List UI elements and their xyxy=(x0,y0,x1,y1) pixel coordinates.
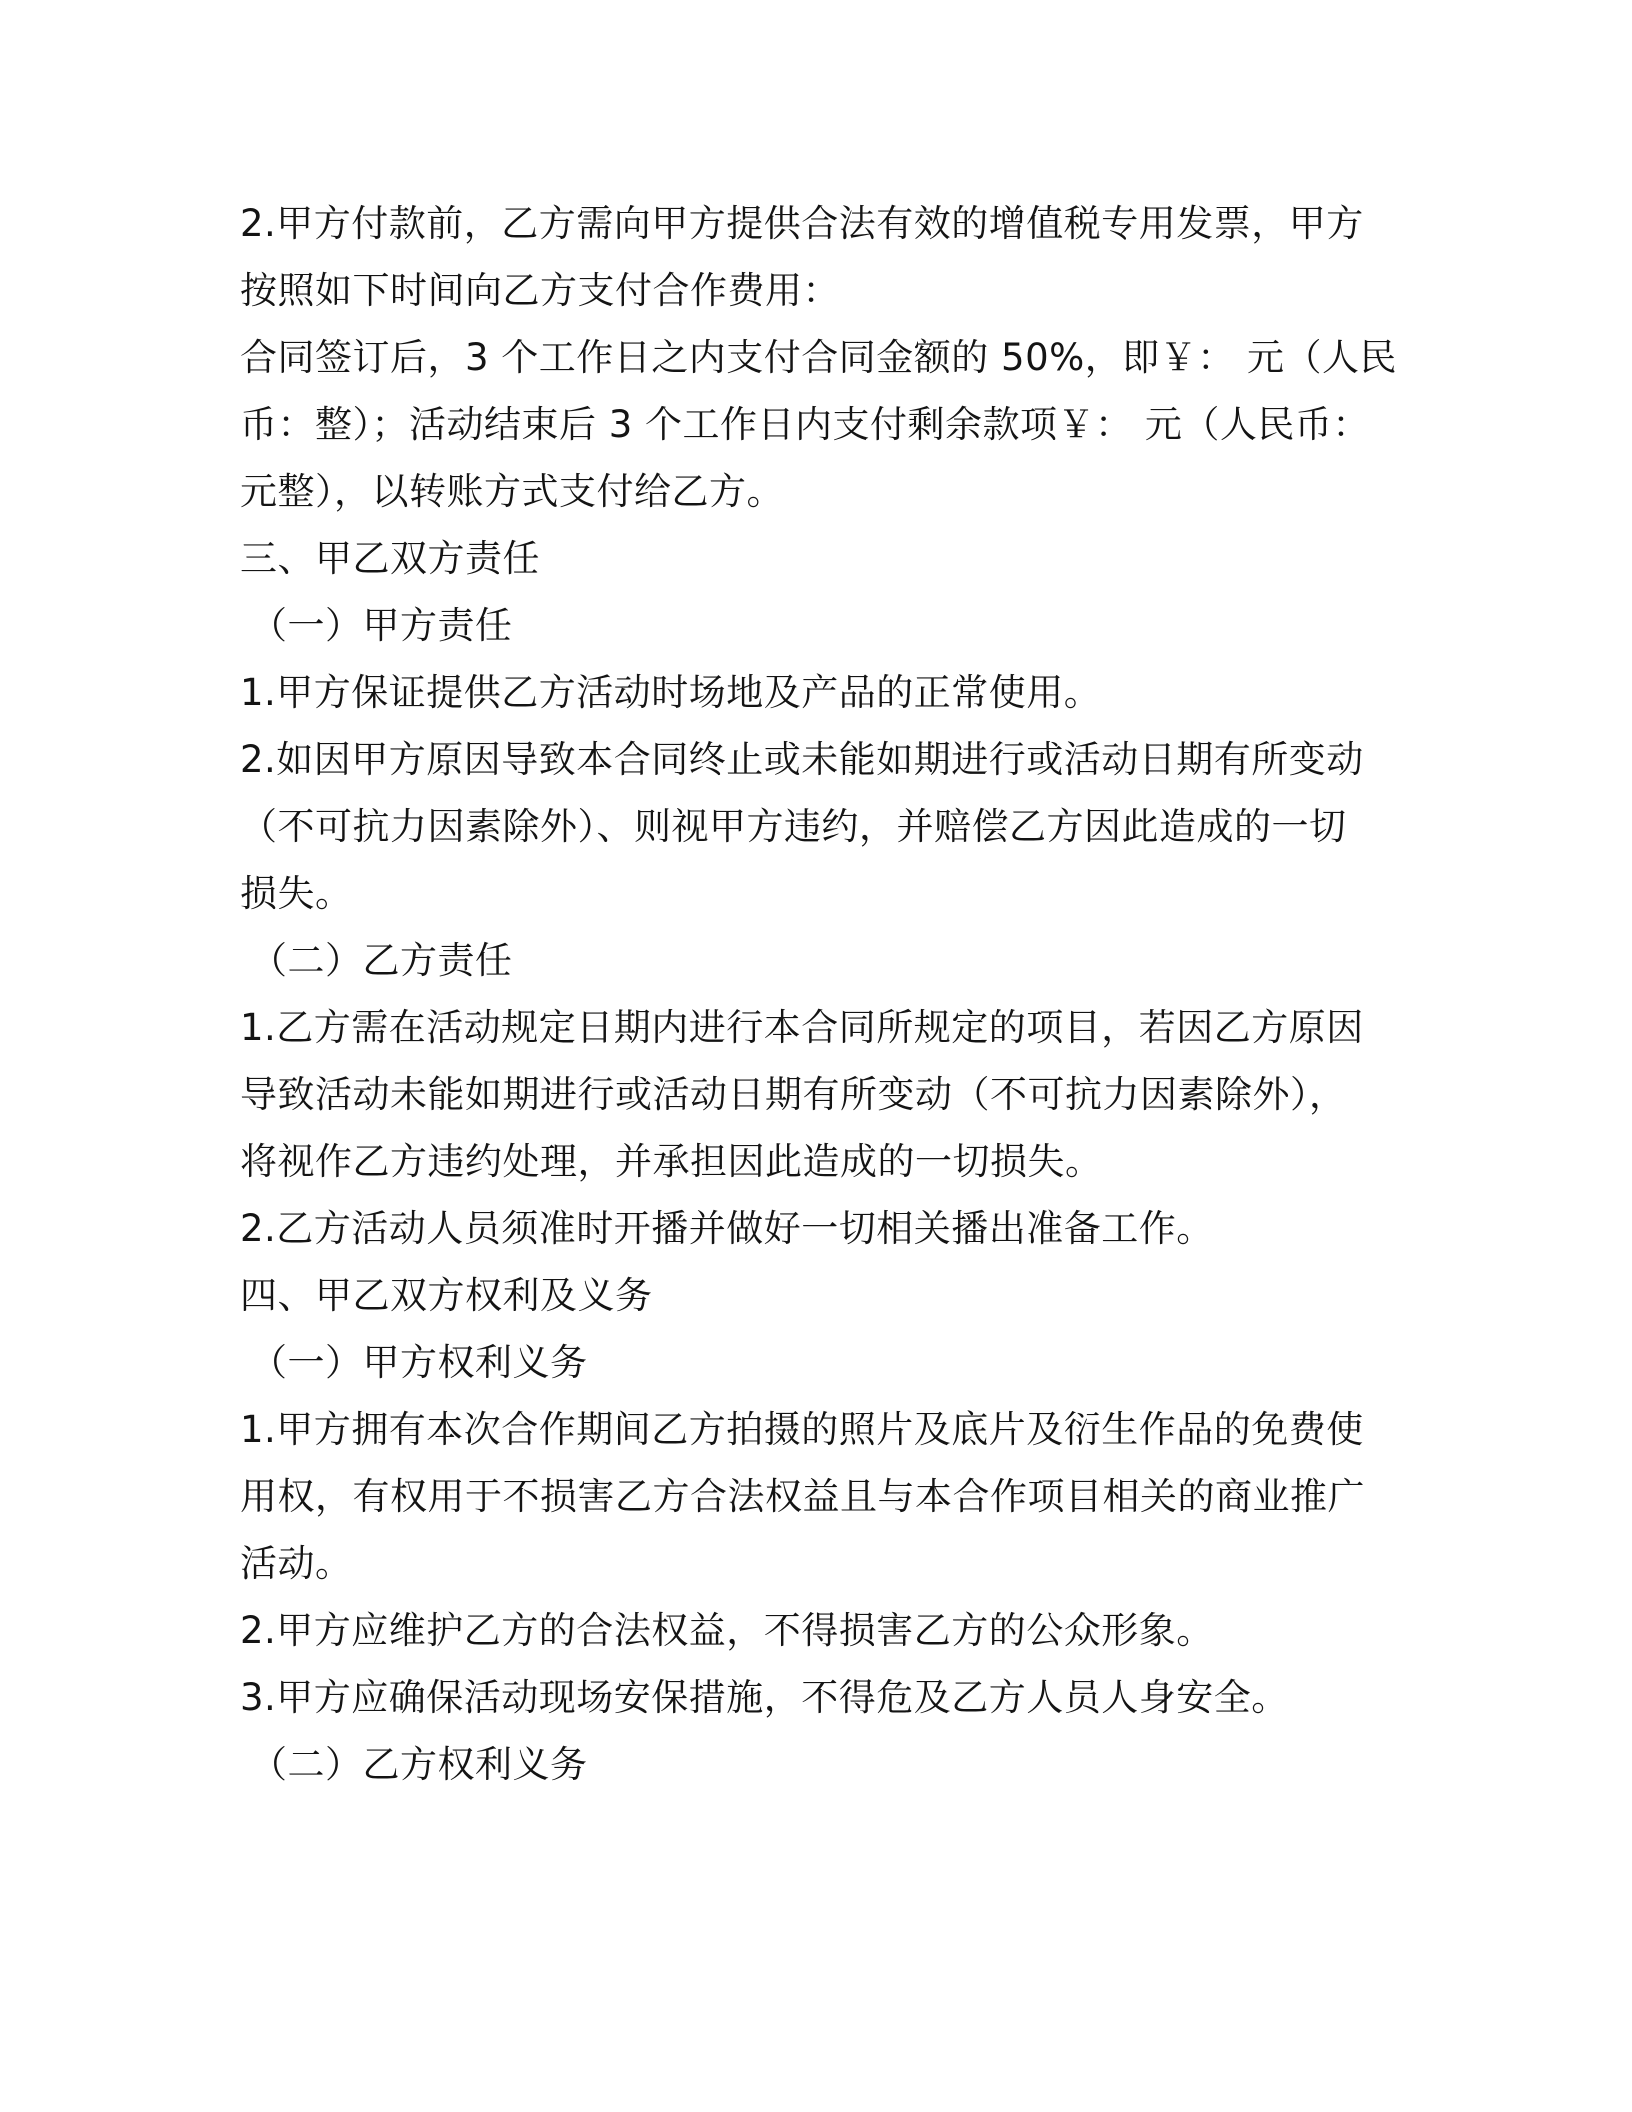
party-b-responsibility-1-line-2: 导致活动未能如期进行或活动日期有所变动（不可抗力因素除外）， xyxy=(240,1073,1347,1116)
party-a-responsibility-2-line-1: 2.如因甲方原因导致本合同终止或未能如期进行或活动日期有所变动 xyxy=(240,738,1364,781)
party-a-responsibility-1: 1.甲方保证提供乙方活动时场地及产品的正常使用。 xyxy=(240,671,1102,714)
party-a-right-1-line-1: 1.甲方拥有本次合作期间乙方拍摄的照片及底片及衍生作品的免费使 xyxy=(240,1408,1364,1451)
payment-schedule-line-1: 合同签订后，3 个工作日之内支付合同金额的 50%，即￥： 元（人民 xyxy=(240,336,1398,379)
party-b-responsibility-1-line-1: 1.乙方需在活动规定日期内进行本合同所规定的项目，若因乙方原因 xyxy=(240,1006,1364,1049)
party-b-responsibility-1-line-3: 将视作乙方违约处理，并承担因此造成的一切损失。 xyxy=(240,1140,1103,1183)
payment-schedule-line-3: 元整），以转账方式支付给乙方。 xyxy=(240,470,784,513)
party-b-responsibility-2: 2.乙方活动人员须准时开播并做好一切相关播出准备工作。 xyxy=(240,1207,1214,1250)
party-a-right-3: 3.甲方应确保活动现场安保措施，不得危及乙方人员人身安全。 xyxy=(240,1676,1289,1719)
party-a-responsibility-2-line-3: 损失。 xyxy=(240,872,353,915)
payment-clause-line-1: 2.甲方付款前，乙方需向甲方提供合法有效的增值税专用发票，甲方 xyxy=(240,202,1364,245)
party-a-right-1-line-2: 用权，有权用于不损害乙方合法权益且与本合作项目相关的商业推广 xyxy=(240,1475,1365,1518)
subsection-heading-party-a-responsibility: （一）甲方责任 xyxy=(250,604,513,647)
document-body xyxy=(240,190,1398,1798)
payment-clause-line-2: 按照如下时间向乙方支付合作费用： xyxy=(240,269,840,312)
party-a-right-2: 2.甲方应维护乙方的合法权益，不得损害乙方的公众形象。 xyxy=(240,1609,1214,1652)
subsection-heading-party-b-rights: （二）乙方权利义务 xyxy=(250,1743,588,1786)
party-a-right-1-line-3: 活动。 xyxy=(240,1542,353,1585)
payment-schedule-line-2: 币：整）；活动结束后 3 个工作日内支付剩余款项￥： 元（人民币： xyxy=(240,403,1370,446)
subsection-heading-party-a-rights: （一）甲方权利义务 xyxy=(250,1341,588,1384)
subsection-heading-party-b-responsibility: （二）乙方责任 xyxy=(250,939,513,982)
section-heading-responsibilities: 三、甲乙双方责任 xyxy=(240,537,540,580)
section-heading-rights-obligations: 四、甲乙双方权利及义务 xyxy=(240,1274,653,1317)
party-a-responsibility-2-line-2: （不可抗力因素除外）、则视甲方违约，并赔偿乙方因此造成的一切 xyxy=(240,805,1347,848)
